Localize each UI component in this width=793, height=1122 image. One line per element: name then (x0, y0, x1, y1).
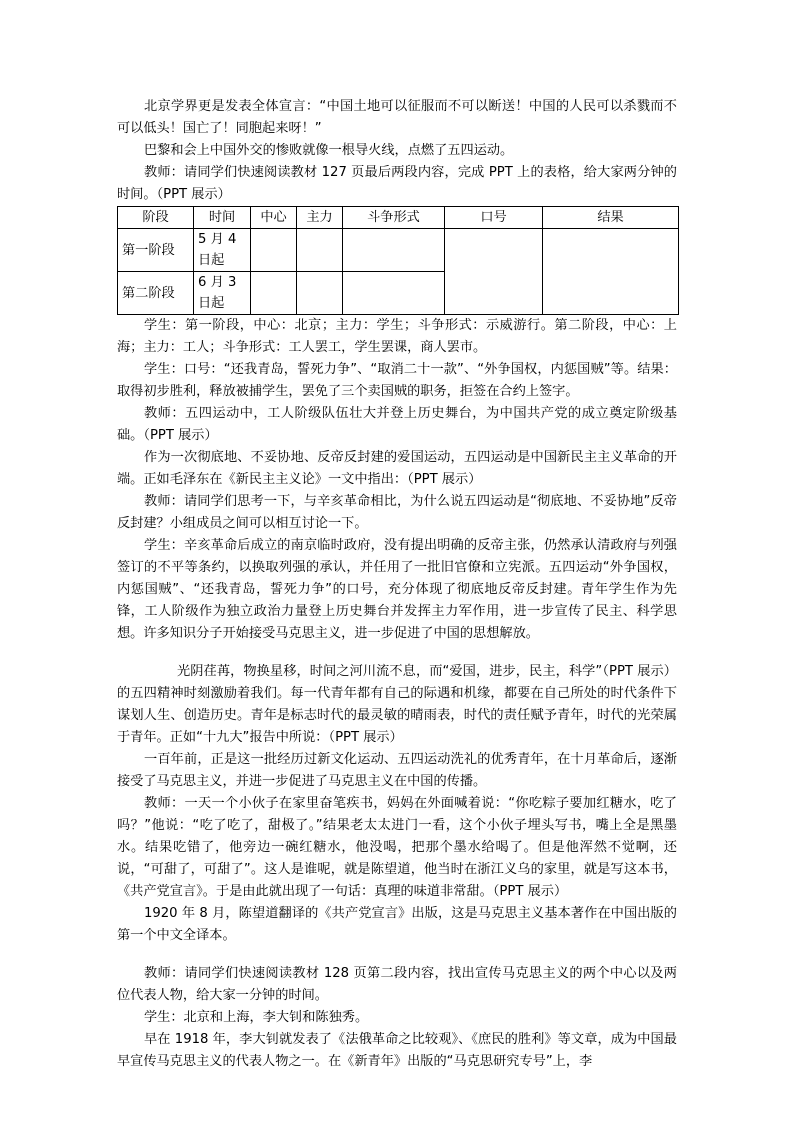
paragraph-hundred-years-ago: 一百年前，正是这一批经历过新文化运动、五四运动洗礼的优秀青年，在十月革命后，逐渐接受了马克思主义，并进一步促进了马克思主义在中国的传播。 (117, 752, 677, 789)
paragraph-student-slogans: 学生：口号：“还我青岛，誓死力争”、“取消二十一款”、“外争国权，内惩国贼”等。结果：取得初步胜利，释放被捕学生，罢免了三个卖国贼的职务，拒签在合约上签字。 (117, 362, 677, 399)
table-header-center: 中心 (251, 207, 297, 229)
movement-stages-table (117, 206, 679, 315)
table-header-row (118, 207, 679, 229)
paragraph-teacher-marxism-task: 教师：请同学们快速阅读教材 128 页第二段内容，找出宣传马克思主义的两个中心以及两位代表人物，给大家一分钟的时间。 (117, 966, 677, 1003)
paragraph-li-dazhao: 早在 1918 年，李大钊就发表了《法俄革命之比较观》、《庶民的胜利》等文章，成为中国最早宣传马克思主义的代表人物之一。在《新青年》出版的“马克思研究专号”上，李 (117, 1032, 677, 1069)
table-cell-stage: 第二阶段 (118, 272, 194, 315)
paragraph-teacher-table-task: 教师：请同学们快速阅读教材 127 页最后两段内容，完成 PPT 上的表格，给大家两分钟的时间。（PPT 展示） (117, 165, 677, 202)
table-cell-struggle-form (343, 229, 445, 272)
paragraph-chen-wangdao-story: 教师：一天一个小伙子在家里奋笔疾书，妈妈在外面喊着说：“你吃粽子要加红糖水，吃了吗？”他说：“吃了吃了，甜极了。”结果老太太进门一看，这个小伙子埋头写书，嘴上全是黑墨水。结果吃错了，他旁边一碗红糖水，他没喝，把那个墨水给喝了。但是他浑然不觉啊，还说，“可甜了，可甜了”。这人是谁呢，就是陈望道，他当时在浙江义乌的家里，就是写这本书，《共产党宣言》。于是由此就出现了一句话：真理的味道非常甜。（PPT 展示） (117, 796, 677, 899)
paragraph-student-answer: 学生：辛亥革命后成立的南京临时政府，没有提出明确的反帝主张，仍然承认清政府与列强签订的不平等条约，以换取列强的承认，并任用了一批旧官僚和立宪派。五四运动“外争国权，内惩国贼”、“还我青岛，誓死力争”的口号，充分体现了彻底地反帝反封建。青年学生作为先锋，工人阶级作为独立政治力量登上历史舞台并发挥主力军作用，进一步宣传了民主、科学思想。许多知识分子开始接受马克思主义，进一步促进了中国的思想解放。 (117, 538, 677, 641)
paragraph-gap (117, 645, 677, 661)
document-page (117, 96, 677, 1073)
paragraph-may-fourth-spirit: 光阴荏苒，物换星移，时间之河川流不息，而“爱国，进步，民主，科学”（PPT 展示）的五四精神时刻激励着我们。每一代青年都有自己的际遇和机缘，都要在自己所处的时代条件下谋划人生、创造历史。青年是标志时代的最灵敏的晴雨表，时代的责任赋予青年，时代的光荣属于青年。正如“十九大”报告中所说：（PPT 展示） (117, 664, 677, 745)
paragraph-manifesto-translation: 1920 年 8 月，陈望道翻译的《共产党宣言》出版，这是马克思主义基本著作在中国出版的第一个中文全译本。 (117, 906, 677, 943)
table-header-force: 主力 (297, 207, 343, 229)
table-row (118, 229, 679, 272)
table-cell-center (251, 229, 297, 272)
table-cell-force (297, 229, 343, 272)
table-cell-slogan (445, 229, 543, 315)
paragraph-gap (117, 947, 677, 963)
paragraph-student-centers: 学生：北京和上海，李大钊和陈独秀。 (144, 1010, 369, 1025)
table-cell-struggle-form (343, 272, 445, 315)
table-header-struggle-form: 斗争形式 (343, 207, 445, 229)
paragraph-new-democratic-revolution: 作为一次彻底地、不妥协地、反帝反封建的爱国运动，五四运动是中国新民主主义革命的开端。正如毛泽东在《新民主主义论》一文中指出：（PPT 展示） (117, 450, 677, 487)
table-header-slogan: 口号 (445, 207, 543, 229)
table-header-stage: 阶段 (118, 207, 194, 229)
paragraph-teacher-question: 教师：请同学们思考一下，与辛亥革命相比，为什么说五四运动是“彻底地、不妥协地”反帝反封建？小组成员之间可以相互讨论一下。 (117, 494, 677, 531)
table-header-result: 结果 (543, 207, 679, 229)
paragraph-paris-conference: 巴黎和会上中国外交的惨败就像一根导火线，点燃了五四运动。 (144, 143, 514, 158)
table-cell-center (251, 272, 297, 315)
paragraph-teacher-working-class: 教师：五四运动中，工人阶级队伍壮大并登上历史舞台，为中国共产党的成立奠定阶级基础。（PPT 展示） (117, 406, 677, 443)
table-cell-time: 6 月 3 日起 (194, 272, 251, 315)
table-header-time: 时间 (194, 207, 251, 229)
paragraph-beijing-declaration: 北京学界更是发表全体宣言：“中国土地可以征服而不可以断送！中国的人民可以杀戮而不可以低头！国亡了！同胞起来呀！” (117, 99, 677, 136)
table-cell-force (297, 272, 343, 315)
table-cell-time: 5 月 4 日起 (194, 229, 251, 272)
table-cell-result (543, 229, 679, 315)
table-cell-stage: 第一阶段 (118, 229, 194, 272)
paragraph-student-stages: 学生：第一阶段，中心：北京；主力：学生；斗争形式：示威游行。第二阶段，中心：上海；主力：工人；斗争形式：工人罢工，学生罢课，商人罢市。 (117, 318, 677, 355)
